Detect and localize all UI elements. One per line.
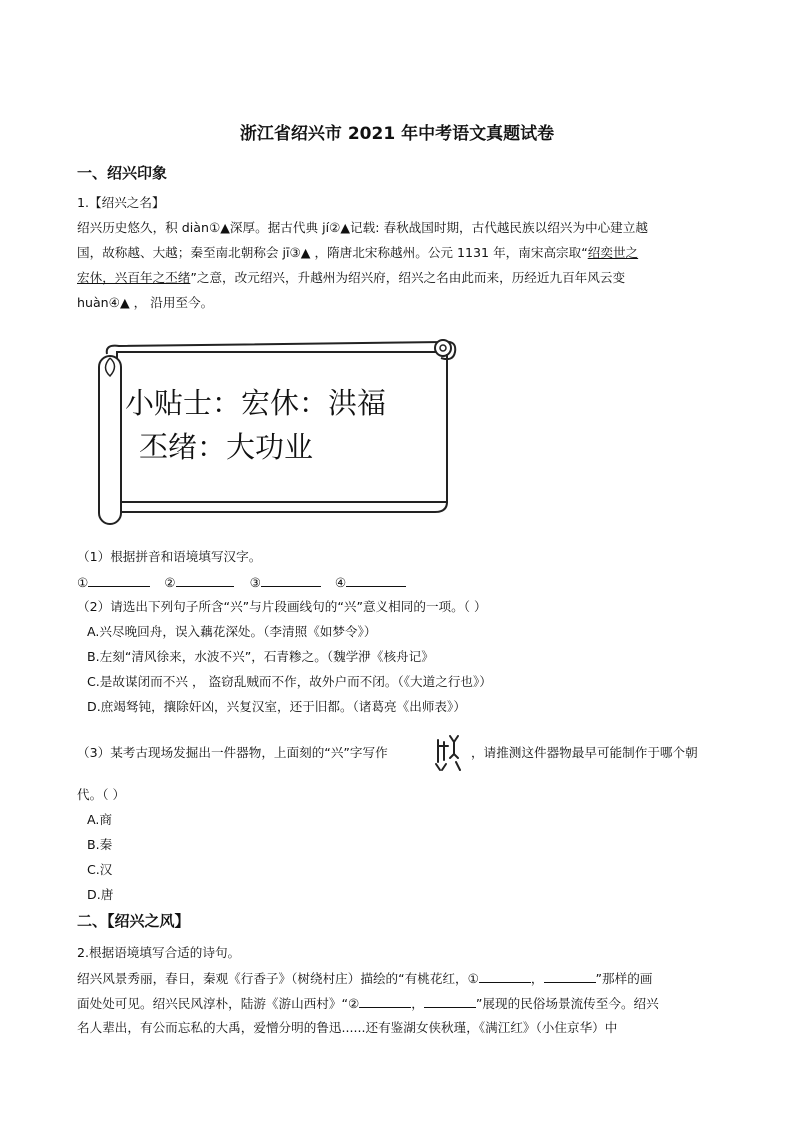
option-c[interactable]: C.是故谋闭而不兴 ， 盗窃乱贼而不作，故外户而不闭。（《大道之行也》） bbox=[87, 674, 492, 689]
option-b[interactable]: B.左刻“清风徐来，水波不兴”，石青糁之。（魏学洢《核舟记》 bbox=[87, 649, 434, 664]
blank-label-2: ② bbox=[164, 575, 176, 590]
tip-line-2: 丕绪：大功业 bbox=[139, 430, 314, 464]
poem-line-2 bbox=[77, 995, 659, 1012]
blank-3-input[interactable] bbox=[261, 574, 321, 587]
sub-question-2: （2）请选出下列句子所含“兴”与片段画线句的“兴”意义相同的一项。（ ） bbox=[77, 599, 487, 614]
poem-comma: ， bbox=[411, 996, 424, 1011]
ancient-xing-glyph-image bbox=[432, 732, 466, 772]
passage-text: 国，故称越、大越；秦至南北朝称会 jī③▲ ，隋唐北宋称越州。公元 1131 年，南宋高宗取“ bbox=[77, 245, 588, 260]
section-heading-2: 二、【绍兴之风】 bbox=[77, 912, 190, 930]
poem-line-1 bbox=[77, 970, 652, 987]
sub-question-1: （1）根据拼音和语境填写汉字。 bbox=[77, 549, 262, 564]
option-a[interactable]: A.兴尽晚回舟，误入藕花深处。（李清照《如梦令》） bbox=[87, 624, 377, 639]
option-d[interactable]: D.唐 bbox=[87, 887, 114, 902]
poem-blank-1a[interactable] bbox=[479, 970, 531, 983]
option-d[interactable]: D.庶竭驽钝，攘除奸凶，兴复汉室，还于旧都。（诸葛亮《出师表》） bbox=[87, 699, 466, 714]
sub-question-3-part-a: （3）某考古现场发掘出一件器物，上面刻的“兴”字写作 bbox=[77, 745, 388, 760]
poem-text: ”那样的画 bbox=[595, 971, 653, 986]
question-1-label: 1.【绍兴之名】 bbox=[77, 195, 165, 210]
blank-label-1: ① bbox=[77, 575, 89, 590]
poem-line-3: 名人辈出，有公而忘私的大禹，爱憎分明的鲁迅......还有鉴湖女侠秋瑾，《满江红》（小住京华）中 bbox=[77, 1020, 618, 1035]
poem-blank-2a[interactable] bbox=[359, 995, 411, 1008]
passage-line-1: 绍兴历史悠久，积 diàn①▲深厚。据古代典 jí②▲记载: 春秋战国时期，古代越民族以绍兴为中心建立越 bbox=[77, 220, 648, 235]
sub-question-3-part-c: 代。（ ） bbox=[77, 787, 126, 802]
tip-line-1: 小贴士：宏休：洪福 bbox=[125, 386, 387, 420]
blank-label-3: ③ bbox=[249, 575, 261, 590]
section-heading-1: 一、绍兴印象 bbox=[77, 164, 168, 182]
blank-label-4: ④ bbox=[334, 575, 347, 590]
blank-4-input[interactable] bbox=[346, 574, 406, 587]
poem-comma: ， bbox=[530, 971, 544, 986]
poem-text: 绍兴风景秀丽，春日，秦观《行香子》（树绕村庄）描绘的“有桃花红，① bbox=[77, 971, 479, 986]
blank-row bbox=[77, 574, 406, 591]
poem-text: ”展现的民俗场景流传至今。绍兴 bbox=[475, 996, 659, 1011]
passage-text: ”之意，改元绍兴，升越州为绍兴府，绍兴之名由此而来，历经近九百年风云变 bbox=[190, 270, 626, 285]
passage-line-3 bbox=[77, 270, 625, 286]
poem-text: 面处处可见。绍兴民风淳朴，陆游《游山西村》“② bbox=[77, 996, 360, 1011]
blank-1-input[interactable] bbox=[88, 574, 150, 587]
sub-question-3-part-b: ，请推测这件器物最早可能制作于哪个朝 bbox=[471, 745, 698, 760]
option-a[interactable]: A.商 bbox=[87, 812, 112, 827]
underlined-sentence: 绍奕世之 bbox=[587, 245, 639, 260]
passage-line-2 bbox=[77, 245, 638, 261]
poem-blank-1b[interactable] bbox=[544, 970, 596, 983]
underlined-sentence: 宏休，兴百年之丕绪 bbox=[77, 270, 191, 285]
page-title: 浙江省绍兴市 2021 年中考语文真题试卷 bbox=[239, 124, 555, 144]
blank-2-input[interactable] bbox=[176, 574, 234, 587]
question-2-label: 2.根据语境填写合适的诗句。 bbox=[77, 945, 241, 960]
option-b[interactable]: B.秦 bbox=[87, 837, 113, 852]
poem-blank-2b[interactable] bbox=[424, 995, 476, 1008]
passage-line-4: huàn④▲ ， 沿用至今。 bbox=[77, 295, 214, 310]
option-c[interactable]: C.汉 bbox=[87, 862, 113, 877]
